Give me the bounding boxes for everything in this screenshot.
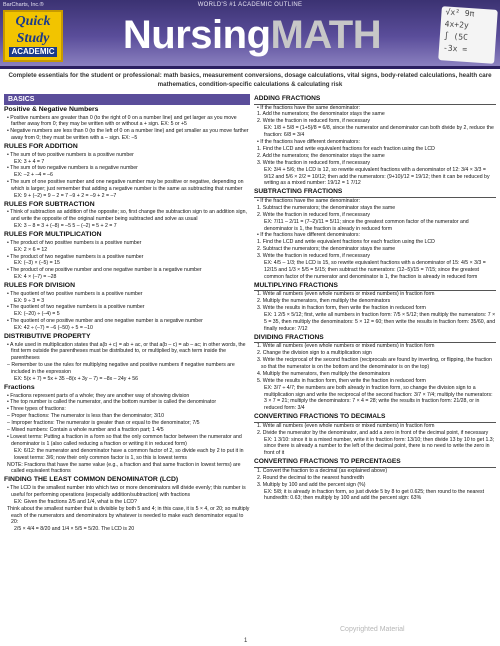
body-line: 1. Find the LCD and write equivalent fractions for each fraction using the LCD (257, 239, 435, 246)
body-line: 2. Write the fraction in reduced form, if necessary (257, 118, 370, 125)
body-line: 1. Add the numerators; the denominator stays the same (257, 111, 385, 118)
body-line: 2. Add the numerators; the denominator stays the same (257, 152, 385, 159)
example-line: EX: 4 × (–7) = –28 (14, 274, 57, 281)
example-line: EX: 6/12: the numerator and denominator have a common factor of 2, so divide each by 2 to put it in lowest terms: 3/6; now their only common factor is 1, so this is lowest terms (14, 447, 244, 461)
body-line: • If the fractions have different denominators: (257, 139, 360, 146)
body-line: 2. Round the decimal to the nearest hundredth (257, 474, 364, 481)
body-line: • The LCD is the smallest number into which two or more denominators will divide evenly; this number is useful for performing operations (especially addition/subtraction) with fractions (7, 484, 246, 498)
body-line: • The product of two positive numbers is a positive number (7, 239, 142, 246)
example-line: EX: 4/5 – 1/3; the LCD is 15, so rewrite equivalent fractions with a denominator of 15: 4/5 × 3/3 = 12/15 and 1/3 × 5/5 = 5/15; then subtract the numerators: (12–5)/15 = 7/15; since the greatest common factor of the numerator and denominator is 1, the fraction is already in reduced form (264, 260, 486, 280)
example-line: EX: 3 + 4 = 7 (14, 158, 45, 165)
body-line: • The sum of two negative numbers is a negative number (7, 165, 138, 172)
body-line: 5. Write the results in fraction form, then write the fraction in reduced form (257, 377, 426, 384)
publisher-mark: BarCharts, Inc.® (3, 2, 44, 8)
brand-top: Quick (15, 14, 51, 29)
body-line: 2. Subtract the numerators; the denominator stays the same (257, 246, 396, 253)
body-line: 1. Write all numbers (even whole numbers or mixed numbers) in fraction form (257, 291, 435, 298)
body-line: • The sum of two positive numbers is a positive number (7, 151, 134, 158)
example-line: EX: 7/11 – 2/11 = (7–2)/11 = 5/11; since the greatest common factor of the numerator and denominator is 1, the fraction is already in reduced form (264, 218, 469, 232)
title-main: Nursing (122, 13, 271, 57)
body-line: • If the fractions have the same denominator: (257, 197, 361, 204)
header-banner (0, 0, 500, 66)
body-line: 1. Subtract the numerators; the denominator stays the same (257, 204, 396, 211)
body-line: • The quotient of one positive number and one negative number is a negative number (7, 318, 203, 325)
subsection-heading: RULES FOR DIVISION (4, 282, 75, 290)
section-caption: MULTIPLYING FRACTIONS (254, 282, 496, 292)
subtitle-description: Complete essentials for the student or professional: math basics, measurement conversions, dosage calculations, vital signs, body-related calculations, health care mathematics, condition-specific calculations & calculating risk (8, 72, 492, 88)
example-line: EX: 42 ÷ (–7) = –6 (–50) ÷ 5 = –10 (14, 325, 93, 332)
scribble-line: ∫ (5C (443, 31, 469, 42)
body-line: 4. Multiply the numerators, then multiply the denominators (257, 370, 391, 377)
example-line: EX: 9 + (–2) = 9 – 2 = 7 –9 + 2 = –9 + 2 = –7 (14, 193, 117, 200)
example-line: EX: 3 – 8 = 3 + (–8) = –5 5 – (–2) = 5 + 2 = 7 (14, 223, 117, 230)
body-line: 2. Change the division sign to a multiplication sign (257, 350, 372, 357)
section-caption: CONVERTING FRACTIONS TO DECIMALS (254, 413, 496, 423)
body-line: – Improper fractions: The numerator is greater than or equal to the denominator; 7/5 (7, 420, 200, 427)
body-line: 3. Multiply by 100 and add the percent sign (%) (257, 481, 366, 488)
example-line: EX: 5/8; it is already in fraction form, so just divide 5 by 8 to get 0.625; then round to the nearest hundredth: 0.63; then multiply by 100 and add the percent sign: 63% (264, 488, 485, 502)
body-line: • The product of one positive number and one negative number is a negative number (7, 267, 202, 274)
brand-mid: Study (16, 31, 50, 46)
body-line: 3. Write the fraction in reduced form, if necessary (257, 159, 370, 166)
subsection-heading: RULES FOR MULTIPLICATION (4, 231, 102, 239)
top-banner: WORLD'S #1 ACADEMIC OUTLINE (197, 2, 303, 8)
body-line: 3. Write the results in fraction form, then write the fraction in reduced form (257, 305, 426, 312)
body-line: – Remember to use the rules for multiplying negative and positive numbers if negative numbers are included in the expression (7, 362, 235, 376)
body-line: • Think of subtraction as addition of the opposite; so, first change the subtraction sign to an addition sign, and write the opposite of the original number being subtracted and solve as usual (7, 209, 247, 223)
body-line: • If the fractions have different denominators: (257, 232, 360, 239)
scribble-line: -3x = (442, 43, 468, 54)
example-line: EX: 9 ÷ 3 = 3 (14, 297, 45, 304)
body-line: 1. Write all numbers (even whole numbers or mixed numbers) in fraction form (257, 343, 435, 350)
section-header: BASICS (4, 94, 250, 105)
chalkboard-scribble (438, 6, 498, 64)
body-line: • Lowest terms: Putting a fraction in a form so that the only common factor between the numerator and denominator is 1 (also called reducing a fraction or writing it in reduced form) (7, 433, 242, 447)
example-line: 2/5 × 4/4 = 8/20 and 1/4 × 5/5 = 5/20. The LCD is 20 (14, 526, 135, 533)
content-columns (4, 94, 496, 640)
body-line: • The quotient of two negative numbers is a positive number (7, 304, 145, 311)
section-caption: SUBTRACTING FRACTIONS (254, 188, 496, 198)
section-caption: ADDING FRACTIONS (254, 95, 496, 105)
body-line: • Three types of fractions: (7, 406, 66, 413)
body-line: • Positive numbers are greater than 0 (to the right of 0 on a number line) and get larger as you move farther away from 0; they may be written with or without a + sign. EX: 5 or +5 (7, 114, 237, 128)
body-line: 3. Write the fraction in reduced form, if necessary (257, 253, 370, 260)
example-line: EX: –2 + –4 = –6 (14, 172, 53, 179)
body-line: • The sum of one positive number and one negative number may be positive or negative, depending on which is larger; just remember that adding a negative number is the same as subtracting that number (7, 179, 244, 193)
left-column (4, 94, 250, 640)
title-accent: MATH (270, 13, 382, 57)
body-line: • The top number is called the numerator, and the bottom number is called the denominator (7, 399, 217, 406)
body-line: • The product of two negative numbers is a positive number (7, 253, 144, 260)
subsection-heading: RULES FOR SUBTRACTION (4, 200, 95, 208)
body-line: 2. Multiply the numerators, then multiply the denominators (257, 298, 391, 305)
body-line: • A rule used in multiplication states that a(b + c) = ab + ac, or that a(b – c) = ab – ac; in other words, the first term outside the parentheses must be distributed to, or multiplied by, each term inside the parentheses (7, 341, 246, 362)
body-line: – Proper fractions: The numerator is less than the denominator; 3/10 (7, 413, 165, 420)
body-line: • The quotient of two positive numbers is a positive number (7, 290, 143, 297)
section-caption: CONVERTING FRACTIONS TO PERCENTAGES (254, 458, 496, 468)
body-line: 1. Convert the fraction to a decimal (as explained above) (257, 467, 388, 474)
subsection-heading: RULES FOR ADDITION (4, 143, 78, 151)
section-caption: DIVIDING FRACTIONS (254, 334, 496, 344)
page-number: 1 (244, 638, 248, 644)
body-line: • If the fractions have the same denominator: (257, 104, 361, 111)
watermark: Copyrighted Material (340, 626, 405, 633)
body-line: 1. Write all numbers (even whole numbers or mixed numbers) in fraction form (257, 422, 435, 429)
example-line: EX: 1/8 + 5/8 = (1+5)/8 = 6/8, since the numerator and denominator can both divide by 2, reduce the fraction: 6/8 = 3/4 (264, 125, 494, 139)
body-line: 1. Find the LCD and write equivalent fractions for each fraction using the LCD (257, 145, 435, 152)
example-line: EX: Given the fractions 2/5 and 1/4, what is the LCD? (14, 498, 137, 505)
scribble-line: 4x+2y (444, 19, 470, 31)
body-line: NOTE: Fractions that have the same value (e.g., a fraction and that same fraction in lowest terms) are called equivalent fractions (7, 461, 241, 475)
subsection-heading: Positive & Negative Numbers (4, 106, 99, 113)
example-line: EX: (–3) × (–5) = 15 (14, 260, 60, 267)
example-line: EX: 1 2/5 × 5/12; first, write all numbers in fraction form: 7/5 × 5/12; then multiply the numerators: 7 × 5 = 35, then multiply the denominators: 5 × 12 = 60; then write the results in fraction form: 35/60, and finally reduce: 7/12 (264, 311, 496, 332)
body-line: 3. Write the reciprocal of the second fraction (reciprocals are found by inverting, or flipping, the fraction so that the numerator is on the bottom and the denominator is on the top) (257, 357, 492, 370)
example-line: EX: (–20) ÷ (–4) = 5 (14, 311, 60, 318)
example-line: EX: 3/7 ÷ 4/7; the numbers are both already in fraction form, so change the division sign to a multiplication sign and write the reciprocal of the second fraction: 3/7 × 7/4; multiply the numerators: 3 × 7 = 21; multiply the denominators: 7 × 4 = 28; write the results in fraction form: 21/28, or in reduced form: 3/4 (264, 384, 493, 412)
example-line: EX: 1 3/10: since it is a mixed number, write it in fraction form: 13/10; then divide 13 by 10 to get 1.3; since there is already a number to the left of the decimal point, there is no need to write the zero in front of it (264, 436, 495, 457)
subsection-heading: DISTRIBUTIVE PROPERTY (4, 333, 91, 341)
example-line: EX: 3/4 + 5/6; the LCD is 12, so rewrite equivalent fractions with a denominator of 12: 3/4 × 3/3 = 9/12 and 5/6 × 2/2 = 10/12; then add the numerators: (9+10)/12 = 19/12; then it can be reduced by writing as a mixed number: 19/12 = 1 7/12 (264, 166, 490, 187)
brand-bottom: ACADEMIC (9, 47, 57, 57)
body-line: – Mixed numbers: Contain a whole number and a fraction part; 1 4/5 (7, 427, 164, 434)
example-line: EX: 5(x + 7) = 5x + 35 –8(x + 3y – 7) = –8x – 24y + 56 (14, 376, 138, 383)
page-title (62, 13, 442, 57)
body-line: • Fractions represent parts of a whole; they are another way of showing division (7, 392, 190, 399)
body-line: 2. Write the fraction in reduced form, if necessary (257, 211, 370, 218)
scribble-line: √x² 9π (445, 7, 475, 19)
quickstudy-logo (3, 10, 63, 62)
right-column (254, 94, 496, 640)
subsection-heading: Fractions (4, 384, 35, 391)
subsection-heading: FINDING THE LEAST COMMON DENOMINATOR (LCD) (4, 476, 179, 484)
header-divider (0, 66, 500, 69)
body-line: Think about the smallest number that is divisible by both 5 and 4; in this case, it is 5 × 4, or 20; so multiply each of the numerators and denominators by whatever is needed to make each denominator equal to 20: (7, 505, 250, 526)
example-line: EX: 2 × 6 = 12 (14, 246, 48, 253)
body-line: 2. Divide the numerator by the denominator, and add a zero in front of the decimal point, if necessary (257, 429, 489, 436)
body-line: • Negative numbers are less than 0 (to the left of 0 on a number line) and get smaller as you move farther away from 0; they must be written with a – sign. EX: –5 (7, 128, 249, 142)
